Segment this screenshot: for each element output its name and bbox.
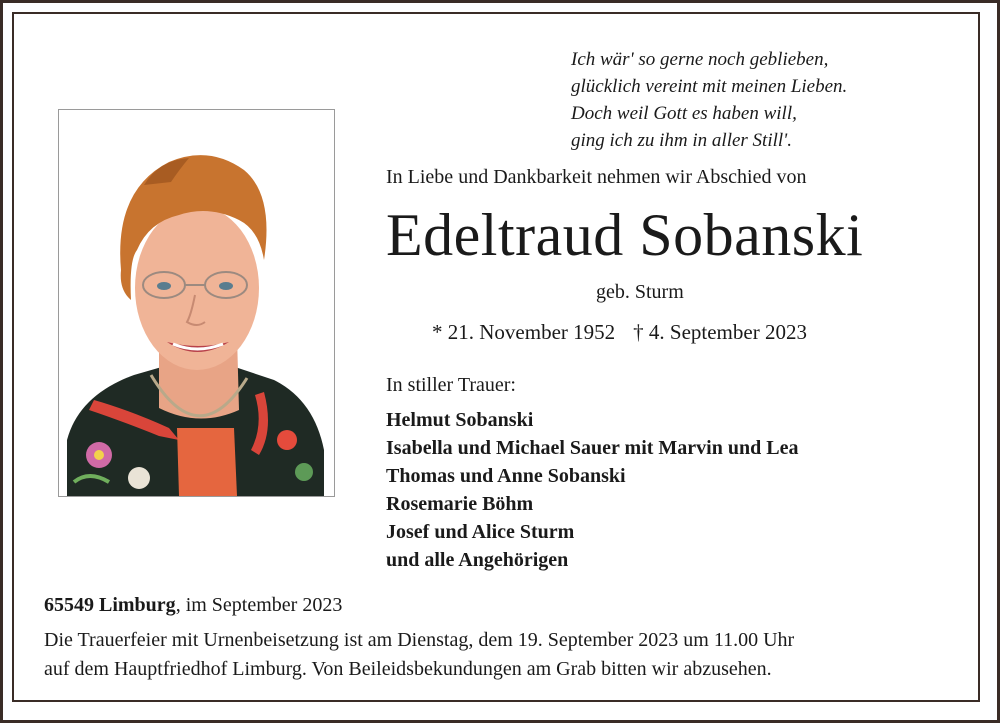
mourner: und alle Angehörigen (386, 549, 569, 571)
portrait-illustration (59, 110, 334, 496)
birth-date: * 21. November 1952 (432, 320, 616, 344)
mourner: Helmut Sobanski (386, 409, 534, 431)
mourner: Rosemarie Böhm (386, 493, 534, 515)
life-dates (432, 320, 807, 345)
farewell-intro: In Liebe und Dankbarkeit nehmen wir Abschied von (386, 166, 807, 188)
ceremony-line: Die Trauerfeier mit Urnenbeisetzung ist am Dienstag, dem 19. September 2023 um 11.00 Uhr (44, 629, 795, 651)
place-month: , im September 2023 (175, 594, 343, 616)
poem (571, 46, 847, 154)
mourner: Isabella und Michael Sauer mit Marvin und Lea (386, 437, 799, 459)
death-date: † 4. September 2023 (633, 320, 807, 344)
poem-line: Ich wär' so gerne noch geblieben, (571, 49, 829, 70)
mourners-label: In stiller Trauer: (386, 374, 516, 396)
portrait-photo (58, 109, 335, 497)
ceremony-line: auf dem Hauptfriedhof Limburg. Von Beileidsbekundungen am Grab bitten wir abzusehen. (44, 658, 772, 680)
mourner: Thomas und Anne Sobanski (386, 465, 626, 487)
poem-line: ging ich zu ihm in aller Still'. (571, 130, 792, 151)
poem-line: Doch weil Gott es haben will, (571, 103, 797, 124)
mourners-list (386, 406, 798, 574)
place-city: 65549 Limburg (44, 594, 176, 616)
ceremony-notice (44, 626, 794, 684)
place-date (44, 594, 342, 617)
mourner: Josef und Alice Sturm (386, 521, 575, 543)
maiden-name: geb. Sturm (596, 281, 684, 303)
poem-line: glücklich vereint mit meinen Lieben. (571, 76, 848, 97)
deceased-name: Edeltraud Sobanski (386, 202, 864, 268)
